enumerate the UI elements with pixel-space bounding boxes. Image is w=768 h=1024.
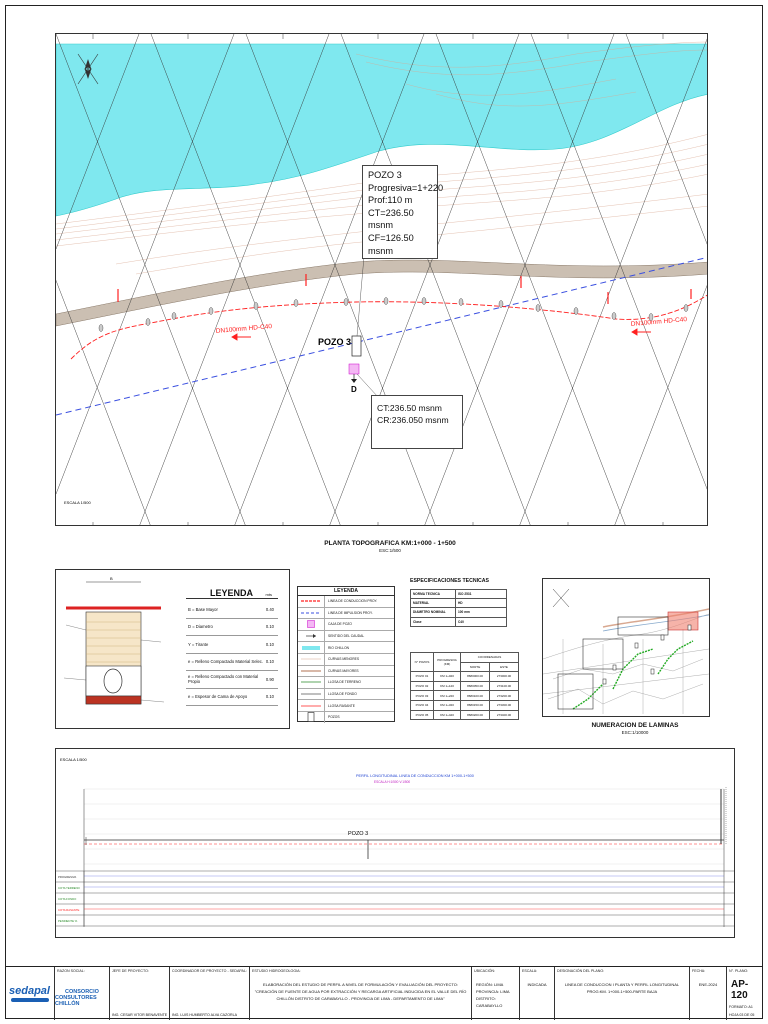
legend-item: LINEA DE IMPULSION PROY.	[298, 608, 394, 620]
legend-row: Y = Tirante 0.10	[186, 636, 278, 654]
pozo-label: POZO 3	[318, 337, 352, 347]
symbol-legend	[297, 586, 395, 722]
trench-section-drawing	[56, 570, 186, 730]
pozo-3-chamber	[349, 364, 359, 374]
legend-item: SENTIDO DEL CAUDAL	[298, 631, 394, 643]
sheet-index-map[interactable]	[542, 578, 710, 717]
pozo-3-symbol[interactable]	[352, 336, 361, 356]
estudio-cell: ESTUDIO HIDROGEOLOGIA: ELABORACIÓN DEL ESTUDIO DE PERFIL A NIVEL DE FORMULACIÓN Y EVALUACIÓN DEL PROYECTO: "CREACIÓN DE FUENTE DE AGUA POR EXTRACCIÓN Y RECARGA ARTIFICIAL INDUCIDA EN EL VALLE DEL RÍO CHILLÓN DISTRITO DE CARABAYLLO - PROVINCIA DE LIMA - DEPARTAMENTO DE LIMA"	[250, 967, 472, 1020]
pozo-callout	[362, 165, 444, 259]
consorcio-cell: RAZON SOCIAL: CONSORCIO CONSULTORES CHILLÓN	[55, 967, 110, 1020]
section-legend-unit: mts	[265, 592, 272, 597]
profile-row-label: COTA FONDO	[58, 897, 77, 901]
legend-item: CURVAS MENORES	[298, 654, 394, 666]
specs-table	[410, 589, 507, 627]
profile-pozo-label: POZO 3	[348, 831, 369, 837]
svg-text:B: B	[110, 576, 113, 581]
legend-row: e = Relleno Compactado Material Selec. 0.10	[186, 654, 278, 672]
designacion-cell: DESIGNACIÓN DEL PLANO: LINEA DE CONDUCCION I PLANTA Y PERFIL LONGITUDINAL PROG:KM. 1+000-1+500-PARTE BAJA	[555, 967, 690, 1020]
jefe-cell: JEFE DE PROYECTO: ING. CESAR VITOR BENAVENTE	[110, 967, 170, 1020]
table-row: POZO 02 KM 1+120 8680050.00 273100.00	[411, 681, 519, 691]
table-header-row: N° POZOS PROGRESIVA (KM) COORDENADAS	[411, 653, 519, 663]
pozo-callout-prof: Prof:110 m	[368, 195, 413, 206]
north-arrow-icon	[553, 589, 569, 607]
sheet-index-drawing	[543, 579, 709, 716]
legend-item: LLOSA DE TERRENO	[298, 677, 394, 689]
specs-title: ESPECIFICACIONES TECNICAS	[410, 578, 489, 584]
coordinador-cell: COORDINADOR DE PROYECTO - SEDAPAL: ING. LUIS HUMBERTO ALVA CAZORLA	[170, 967, 250, 1020]
fecha-cell: FECHA: ENE-2024	[690, 967, 727, 1020]
plan-drawing	[56, 34, 708, 526]
plan-view	[55, 33, 708, 526]
sheet-index-subtitle: ESC:1/10000	[621, 730, 649, 735]
table-row: DIAMETRO NOMINAL 100 mm	[411, 608, 507, 617]
legend-item: LLOSA DE FONDO	[298, 689, 394, 701]
section-legend	[186, 588, 278, 706]
table-row: POZO 01 KM 1+020 8680000.00 273000.00	[411, 672, 519, 682]
plan-subtitle: ESC:1/500	[379, 548, 401, 553]
profile-row-label: COTA TERRENO	[58, 886, 80, 890]
legend-row: B = Base Mayor 0.40	[186, 601, 278, 619]
table-row: Clase C40	[411, 617, 507, 626]
table-row: POZO 04 KM 1+320 8680150.00 273300.00	[411, 700, 519, 710]
longitudinal-profile	[55, 748, 735, 938]
legend-row: e = Espesor de Cama de Apoyo 0.10	[186, 689, 278, 707]
sheet-index-title: NUMERACION DE LAMINAS	[591, 722, 679, 729]
impulsion-line	[56, 257, 708, 415]
legend-row: D = Diametro 0.10	[186, 619, 278, 637]
pozo-callout-title: POZO 3	[368, 170, 402, 180]
profile-row-label: PENDIENTE %	[58, 919, 78, 923]
table-row: POZO 05 KM 1+420 8680200.00 273400.00	[411, 710, 519, 720]
profile-scale: ESCALA 1/500	[60, 757, 87, 762]
profile-data-grid	[56, 871, 734, 926]
d-label: D	[351, 385, 357, 394]
pozo-callout-progresiva: Progresiva=1+220	[368, 182, 444, 193]
legend-item: RIO CHILLON	[298, 642, 394, 654]
legend-item: CURVAS MAYORES	[298, 666, 394, 678]
well-markers	[99, 298, 688, 332]
table-row: MATERIAL HD	[411, 599, 507, 608]
ct-callout-cr: CR:236.050 msnm	[377, 415, 449, 425]
section-legend-title: LEYENDA	[186, 588, 278, 599]
legend-item: CAJA DE POZO	[298, 619, 394, 631]
ct-callout-ct: CT:236.50 msnm	[377, 403, 442, 413]
flow-arrows	[232, 329, 651, 340]
plan-title: PLANTA TOPOGRAFICA KM:1+000 - 1+500	[324, 540, 456, 547]
profile-drawing	[56, 749, 734, 937]
ct-callout	[371, 395, 463, 449]
sedapal-logo: sedapal	[5, 967, 55, 1020]
pipe-label-left: DN100mm HD-C40	[215, 323, 273, 335]
plan-scale: ESCALA 1/500	[64, 500, 91, 505]
profile-subtitle: ESCALA H:1/500 V:1/500	[374, 780, 411, 784]
legend-row: e = Relleno Compactado con Material Propio 0.90	[186, 671, 278, 689]
plano-number: AP-120	[731, 979, 749, 1001]
table-row: NORMA TECNICA ISO 2531	[411, 590, 507, 599]
pozo-callout-cf: CF=126.50 msnm	[368, 232, 414, 256]
current-sheet-highlight	[668, 612, 698, 630]
legend-item: LINEA DE CONDUCCION PROY.	[298, 596, 394, 608]
title-block	[5, 966, 763, 1020]
table-header-row: NORTE ESTE	[411, 662, 519, 672]
embankment	[56, 260, 708, 326]
table-row: POZO 03 KM 1+220 8680100.00 273200.00	[411, 691, 519, 701]
pipe-label-right: DN100mm HD-C40	[630, 316, 688, 328]
profile-title: PERFIL LONGITUDINAL LINEA DE CONDUCCION KM 1+000-1+500	[356, 774, 474, 778]
pozo-callout-ct: CT=236.50 msnm	[368, 207, 414, 231]
ubicacion-cell: UBICACIÓN: REGIÓN: LIMA PROVINCIA: LIMA DISTRITO: CARABAYLLO	[472, 967, 520, 1020]
symbol-legend-title: LEYENDA	[298, 587, 394, 596]
trench-section-panel	[55, 569, 290, 729]
legend-item: POZOS	[298, 712, 394, 723]
plano-cell: N°. PLANO: AP-120 FORMATO: A1 HOJA 03 DE 05	[727, 967, 763, 1020]
coordinates-table	[410, 652, 519, 720]
legend-item: LLOSA RASANTE	[298, 700, 394, 712]
escala-cell: ESCALA: INDICADA	[520, 967, 555, 1020]
profile-row-label: COTA RASANTE	[58, 908, 80, 912]
profile-row-label: PROGRESIVA	[58, 875, 77, 879]
